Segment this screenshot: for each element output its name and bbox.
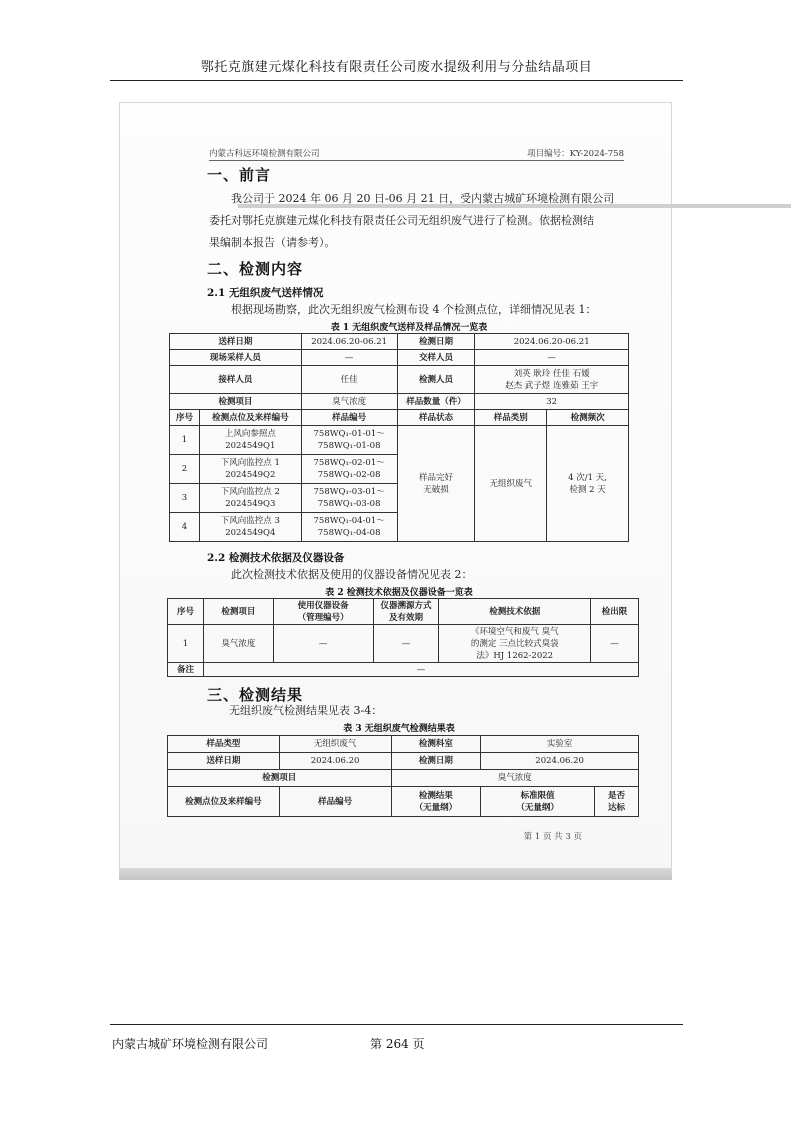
t2-basis-line-3: 法》HJ 1262-2022 — [476, 650, 554, 661]
report-header — [209, 147, 624, 159]
scan-bottom-shadow — [119, 868, 672, 880]
footer-company: 内蒙古城矿环境检测有限公司 — [112, 1037, 269, 1051]
row-1-point-name: 上风向参照点 — [224, 429, 276, 439]
t3-col-standard — [481, 787, 595, 817]
t3-col-compliant-line-1: 是否 — [608, 790, 626, 801]
col-freq: 检测频次 — [547, 410, 629, 426]
scanned-report-page — [119, 102, 672, 878]
row-2-point — [199, 455, 301, 484]
deliverer: — — [475, 350, 629, 366]
sample-type: 无组织废气 — [475, 426, 547, 542]
t2-col-trace-line-1: 仪器溯源方式 — [380, 600, 432, 611]
col-sample: 样品编号 — [301, 410, 397, 426]
t2-col-no: 序号 — [168, 599, 204, 625]
t3-type-label: 样品类型 — [168, 736, 280, 753]
t3-col-result-line-2: （无量纲） — [414, 802, 458, 813]
t2-col-instrument-line-2: （管理编号） — [297, 612, 349, 623]
row-4-sample — [301, 513, 397, 542]
footer-rule — [110, 1024, 683, 1025]
row-4-point-code: 2024549Q4 — [225, 528, 276, 538]
t2-basis — [439, 625, 591, 663]
send-date-label: 送样日期 — [170, 334, 302, 350]
receiver-label: 接样人员 — [170, 366, 302, 394]
row-3-point-name: 下风向监控点 2 — [220, 487, 280, 497]
row-4-point — [199, 513, 301, 542]
t3-lab: 实验室 — [481, 736, 639, 753]
sampler-label: 现场采样人员 — [170, 350, 302, 366]
t2-limit: — — [591, 625, 639, 663]
item: 臭气浓度 — [301, 394, 397, 410]
t3-item-label: 检测项目 — [168, 770, 392, 787]
row-3-sample-start: 758WQ₁-03-01～ — [313, 487, 385, 497]
t3-test-label: 检测日期 — [391, 753, 481, 770]
footer-page-number: 第 264 页 — [370, 1037, 425, 1051]
sample-state-line-1: 样品完好 — [418, 472, 453, 483]
row-4-no: 4 — [170, 513, 200, 542]
t3-col-result — [391, 787, 481, 817]
row-3-no: 3 — [170, 484, 200, 513]
project-number: 项目编号：KY-2024-758 — [527, 149, 624, 159]
t2-col-instrument-line-1: 使用仪器设备 — [297, 600, 349, 611]
report-company: 内蒙古科远环境检测有限公司 — [209, 149, 320, 159]
testers-line-1: 刘英 耿玲 任佳 石媛 — [513, 368, 590, 379]
test-frequency-line-1: 4 次/1 天, — [568, 472, 607, 483]
sample-state — [397, 426, 475, 542]
row-2-sample-start: 758WQ₁-02-01～ — [313, 458, 385, 468]
t3-item: 臭气浓度 — [391, 770, 639, 787]
section-1-title: 一、前言 — [207, 166, 272, 184]
t3-lab-label: 检测科室 — [391, 736, 481, 753]
t2-col-limit: 检出限 — [591, 599, 639, 625]
t3-send-label: 送样日期 — [168, 753, 280, 770]
report-header-rule — [209, 160, 624, 161]
t3-test: 2024.06.20 — [481, 753, 639, 770]
receiver: 任佳 — [301, 366, 397, 394]
t2-trace: — — [373, 625, 439, 663]
row-2-point-code: 2024549Q2 — [225, 470, 276, 480]
test-date-label: 检测日期 — [397, 334, 475, 350]
section-1-line-1: 我公司于 2024 年 06 月 20 日-06 月 21 日，受内蒙古城矿环境检测有限公司 — [231, 192, 615, 205]
t2-col-instrument — [273, 599, 373, 625]
header-rule — [110, 80, 683, 81]
t2-remark: — — [203, 663, 638, 677]
row-3-sample — [301, 484, 397, 513]
t2-col-trace — [373, 599, 439, 625]
row-4-sample-end: 758WQ₁-04-08 — [317, 528, 381, 538]
section-1-line-3: 果编制本报告（请参考）。 — [209, 236, 336, 249]
t2-no: 1 — [168, 625, 204, 663]
row-1-point — [199, 426, 301, 455]
table-1 — [169, 333, 629, 542]
test-frequency-line-2: 检测 2 天 — [569, 484, 606, 495]
row-1-point-code: 2024549Q1 — [225, 441, 276, 451]
t2-col-trace-line-2: 及有效期 — [388, 612, 423, 623]
row-3-point-code: 2024549Q3 — [225, 499, 276, 509]
table-3 — [167, 735, 639, 817]
col-no: 序号 — [170, 410, 200, 426]
t3-col-point: 检测点位及来样编号 — [168, 787, 280, 817]
test-frequency — [547, 426, 629, 542]
table-1-caption: 表 1 无组织废气送样及样品情况一览表 — [330, 323, 488, 333]
row-1-sample-end: 758WQ₁-01-08 — [317, 441, 381, 451]
section-2-2-text: 此次检测技术依据及使用的仪器设备情况见表 2： — [231, 568, 473, 581]
t3-col-standard-line-2: （无量纲） — [516, 802, 559, 813]
section-2-title: 二、检测内容 — [207, 260, 304, 278]
t3-type: 无组织废气 — [279, 736, 391, 753]
t2-col-basis: 检测技术依据 — [439, 599, 591, 625]
testers — [475, 366, 629, 394]
section-2-1-text: 根据现场勘察，此次无组织废气检测布设 4 个检测点位，详细情况见表 1： — [231, 303, 597, 316]
col-type: 样品类别 — [475, 410, 547, 426]
t3-col-result-line-1: 检测结果 — [418, 790, 453, 801]
table-2-caption: 表 2 检测技术依据及仪器设备一览表 — [325, 588, 473, 598]
table-2 — [167, 598, 639, 677]
report-page-number: 第 1 页 共 3 页 — [523, 832, 582, 842]
table-3-caption: 表 3 无组织废气检测结果表 — [343, 724, 455, 734]
t2-instrument: — — [273, 625, 373, 663]
t3-col-compliant-line-2: 达标 — [608, 802, 626, 813]
section-3-text: 无组织废气检测结果见表 3-4： — [229, 704, 383, 717]
testers-line-2: 赵杰 武子煜 连雅茹 王宇 — [505, 380, 599, 391]
t3-col-sample: 样品编号 — [279, 787, 391, 817]
count: 32 — [475, 394, 629, 410]
send-date: 2024.06.20-06.21 — [301, 334, 397, 350]
row-2-no: 2 — [170, 455, 200, 484]
t3-send: 2024.06.20 — [279, 753, 391, 770]
t2-item: 臭气浓度 — [203, 625, 273, 663]
row-2-sample-end: 758WQ₁-02-08 — [317, 470, 381, 480]
t2-basis-line-2: 的测定 三点比较式臭袋 — [470, 638, 559, 649]
sampler: — — [301, 350, 397, 366]
t2-remark-label: 备注 — [168, 663, 204, 677]
test-date: 2024.06.20-06.21 — [475, 334, 629, 350]
t2-col-item: 检测项目 — [203, 599, 273, 625]
row-2-sample — [301, 455, 397, 484]
row-1-sample-start: 758WQ₁-01-01～ — [313, 429, 385, 439]
col-state: 样品状态 — [397, 410, 475, 426]
row-4-sample-start: 758WQ₁-04-01～ — [313, 516, 385, 526]
t3-col-compliant — [595, 787, 639, 817]
tester-label: 检测人员 — [397, 366, 475, 394]
section-2-2-title: 2.2 检测技术依据及仪器设备 — [207, 552, 345, 564]
row-3-sample-end: 758WQ₁-03-08 — [317, 499, 381, 509]
t3-col-standard-line-1: 标准限值 — [520, 790, 555, 801]
section-1-line-2: 委托对鄂托克旗建元煤化科技有限责任公司无组织废气进行了检测。依据检测结 — [209, 214, 594, 227]
row-4-point-name: 下风向监控点 3 — [220, 516, 280, 526]
row-1-sample — [301, 426, 397, 455]
count-label: 样品数量（件） — [397, 394, 475, 410]
col-point: 检测点位及来样编号 — [199, 410, 301, 426]
row-1-no: 1 — [170, 426, 200, 455]
section-2-1-title: 2.1 无组织废气送样情况 — [207, 287, 324, 299]
row-2-point-name: 下风向监控点 1 — [220, 458, 280, 468]
sample-state-line-2: 无破损 — [423, 484, 449, 495]
deliverer-label: 交样人员 — [397, 350, 475, 366]
row-3-point — [199, 484, 301, 513]
section-3-title: 三、检测结果 — [207, 686, 304, 704]
page-header: 鄂托克旗建元煤化科技有限责任公司废水提级利用与分盐结晶项目 — [200, 60, 593, 75]
item-label: 检测项目 — [170, 394, 302, 410]
t2-basis-line-1: 《环境空气和废气 臭气 — [470, 626, 559, 637]
